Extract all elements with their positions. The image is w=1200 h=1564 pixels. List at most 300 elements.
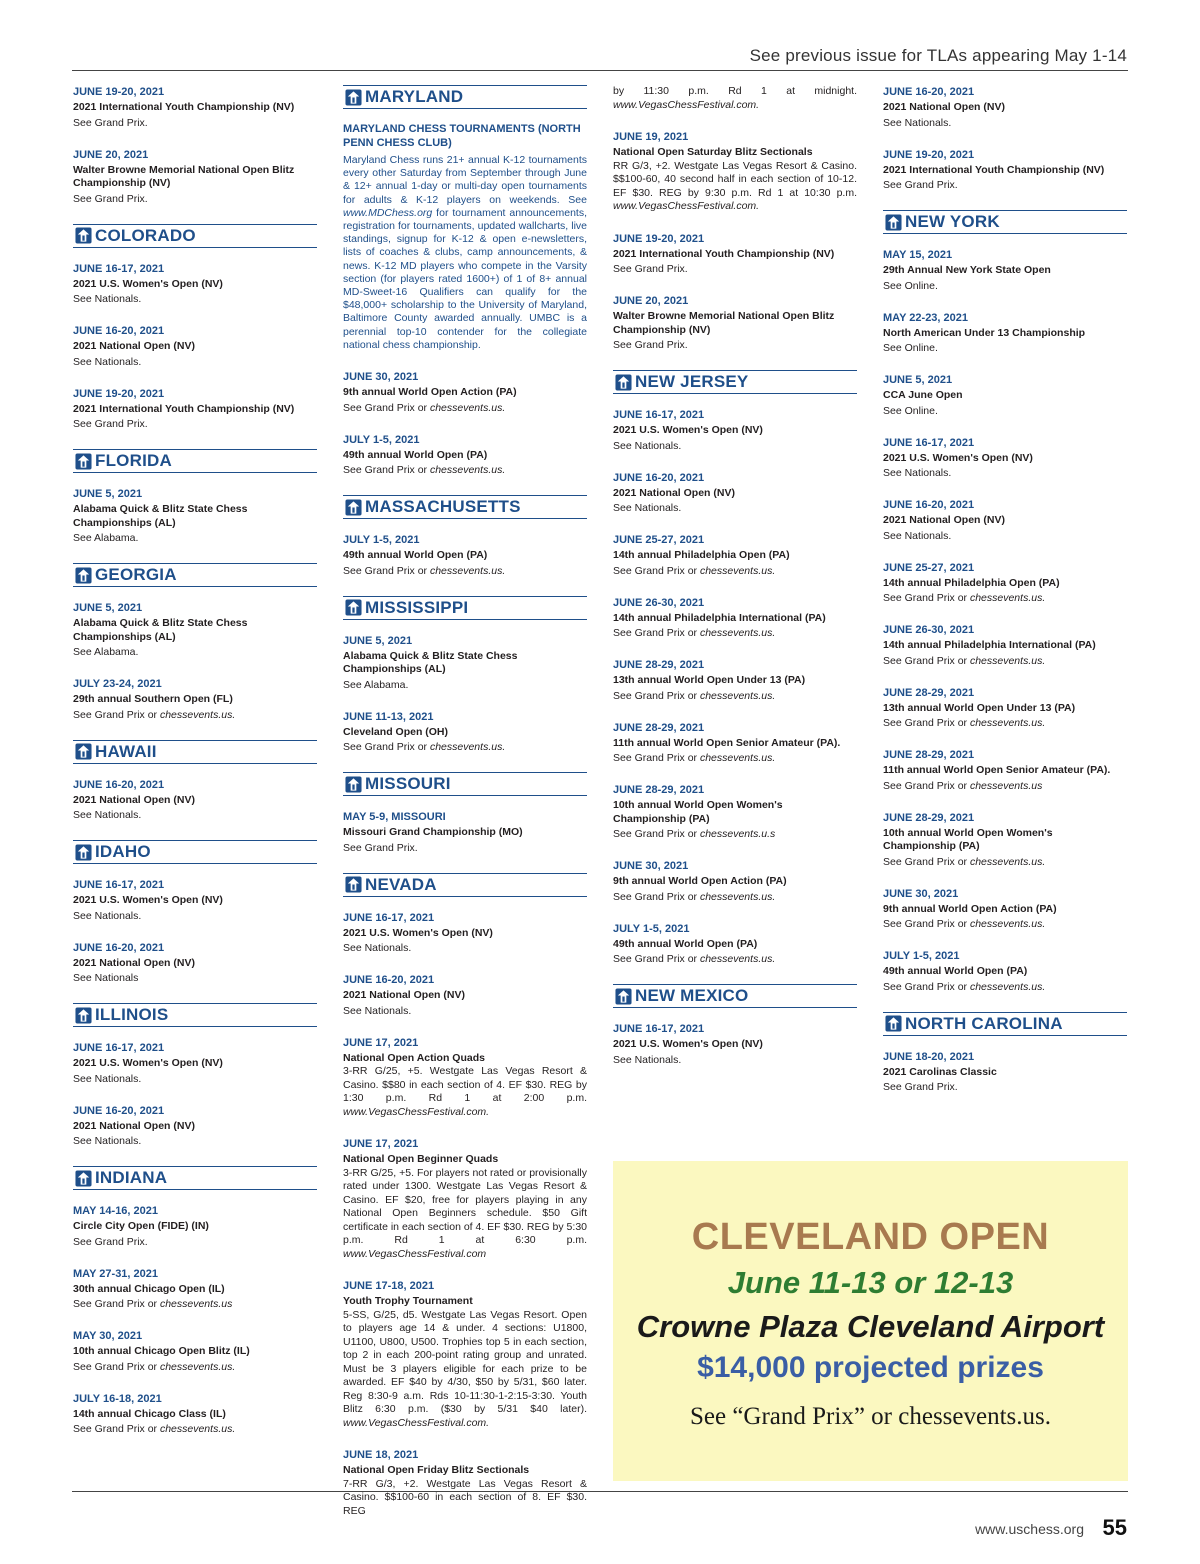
listing-date: MAY 5-9, MISSOURI xyxy=(343,811,446,824)
listing xyxy=(73,85,317,130)
listing-see: See Grand Prix or chessevents.us. xyxy=(343,741,506,754)
listing-title: 2021 International Youth Championship (NV) xyxy=(73,101,295,113)
listing xyxy=(883,436,1127,481)
listing-date: JUNE 30, 2021 xyxy=(343,371,419,384)
tla-state-icon xyxy=(75,453,92,470)
listing xyxy=(613,859,857,904)
listing-title: 14th annual Philadelphia International (PA) xyxy=(883,639,1096,651)
listing-title: 10th annual World Open Women's Championship (PA) xyxy=(613,799,783,825)
listing-date: JUNE 5, 2021 xyxy=(73,488,143,500)
website-link[interactable]: chessevents.us xyxy=(969,779,1043,792)
listing xyxy=(883,498,1127,543)
listing-see: See Grand Prix or chessevents.us. xyxy=(73,708,236,721)
state-heading-idaho xyxy=(73,840,317,864)
listing-title: 2021 National Open (NV) xyxy=(73,1119,195,1132)
listing-see: See Grand Prix or chessevents.us. xyxy=(883,980,1046,993)
listing-date: JUNE 17-18, 2021 xyxy=(343,1280,435,1293)
website-link[interactable]: www.MDChess.org xyxy=(343,206,433,219)
listing xyxy=(73,324,317,369)
listing-title: Walter Browne Memorial National Open Blitz Championship (NV) xyxy=(613,310,835,336)
listing-date: JUNE 5, 2021 xyxy=(343,634,413,647)
listing-see: See Nationals. xyxy=(343,942,412,955)
listing-title: Circle City Open (FIDE) (IN) xyxy=(73,1220,209,1232)
ad-title: CLEVELAND OPEN xyxy=(691,1216,1050,1258)
listing-title: 49th annual World Open (PA) xyxy=(613,937,758,950)
column-2 xyxy=(343,85,587,1536)
listing-title: Cleveland Open (OH) xyxy=(343,725,449,738)
listing-title: 14th annual Philadelphia Open (PA) xyxy=(613,549,790,561)
listing-see: See Grand Prix or chessevents.us. xyxy=(883,654,1046,667)
listing-title: 13th annual World Open Under 13 (PA) xyxy=(883,701,1076,714)
listing xyxy=(883,686,1127,731)
listing-date: JUNE 16-20, 2021 xyxy=(73,1104,165,1117)
listing-date: JUNE 5, 2021 xyxy=(73,602,143,614)
listing xyxy=(613,783,857,841)
website-link[interactable]: chessevents.us. xyxy=(699,890,776,903)
website-link[interactable]: chessevents.us. xyxy=(969,592,1046,604)
listing xyxy=(883,949,1127,994)
listing-see: See Grand Prix or chessevents.us. xyxy=(73,1360,236,1373)
listing-date: JUNE 20, 2021 xyxy=(73,148,149,161)
listing-date: JUNE 16-20, 2021 xyxy=(73,941,165,954)
listing-date: JUNE 28-29, 2021 xyxy=(613,721,705,734)
listing-see: See Nationals. xyxy=(73,909,142,922)
state-heading-maryland xyxy=(343,85,587,109)
listing-date: JUNE 19-20, 2021 xyxy=(73,86,165,98)
listing-date: JUNE 11-13, 2021 xyxy=(343,710,434,723)
listing-title: 2021 U.S. Women's Open (NV) xyxy=(613,1038,763,1050)
listing xyxy=(73,1392,317,1437)
listing xyxy=(883,248,1127,293)
column-4 xyxy=(883,85,1127,1140)
listing xyxy=(343,1448,587,1518)
state-name: INDIANA xyxy=(95,1168,168,1187)
listing xyxy=(883,748,1127,793)
listing-date: JUNE 5, 2021 xyxy=(883,374,953,386)
listing-see: See Online. xyxy=(883,404,938,417)
listing-date: JUNE 28-29, 2021 xyxy=(613,659,705,671)
listing-see: See Grand Prix or chessevents.us. xyxy=(613,564,776,577)
website-link[interactable]: chessevents.us. xyxy=(699,627,776,639)
listing-title: North American Under 13 Championship xyxy=(883,326,1086,339)
state-heading-florida xyxy=(73,449,317,473)
listing-title: 2021 National Open (NV) xyxy=(343,989,465,1002)
listing xyxy=(73,1041,317,1086)
listing-title: 2021 National Open (NV) xyxy=(883,101,1005,113)
website-link[interactable]: www.VegasChessFestival.com. xyxy=(613,98,760,111)
tla-state-icon xyxy=(75,567,92,584)
listing xyxy=(73,878,317,923)
listing-see: See Nationals. xyxy=(73,293,142,305)
listing xyxy=(613,130,857,214)
listing-title: Alabama Quick & Blitz State Chess Championships (AL) xyxy=(343,649,518,676)
listing-see: See Nationals. xyxy=(343,1004,412,1017)
state-heading-new-york xyxy=(883,210,1127,234)
website-link[interactable]: www.VegasChessFestival.com xyxy=(343,1247,487,1260)
listing-title: 49th annual World Open (PA) xyxy=(343,549,488,562)
listing xyxy=(613,408,857,453)
listing xyxy=(883,1050,1127,1095)
website-link[interactable]: chessevents.us. xyxy=(429,464,506,477)
listing xyxy=(73,778,317,823)
listing-title: 11th annual World Open Senior Amateur (PA). xyxy=(883,764,1111,776)
listing-see: See Nationals xyxy=(73,972,139,984)
listing-see: See Alabama. xyxy=(73,646,139,658)
listing-see: See Nationals. xyxy=(883,467,952,479)
listing xyxy=(343,1036,587,1120)
listing xyxy=(73,1204,317,1249)
listing-date: JUNE 26-30, 2021 xyxy=(883,624,975,636)
ad-reference: See “Grand Prix” or chessevents.us. xyxy=(689,1403,1051,1430)
listing-date: JUNE 20, 2021 xyxy=(613,295,689,307)
listing-details: 3-RR G/25, +5. Westgate Las Vegas Resort & Casino. $$80 in each section of 4. EF $30. REG by 1:30 p.m. Rd 1 at 2:00 p.m. www.VegasChessFestival.com. xyxy=(343,1065,587,1118)
website-link[interactable]: www.VegasChessFestival.com. xyxy=(343,1105,490,1118)
listing-date: JUNE 19, 2021 xyxy=(613,131,689,143)
listing-title: 49th annual World Open (PA) xyxy=(343,448,488,461)
listing-see: See Grand Prix. xyxy=(73,418,148,430)
footer-url[interactable]: www.uschess.org xyxy=(975,1521,1084,1537)
listing-date: JUNE 28-29, 2021 xyxy=(883,811,975,824)
listing-see: See Grand Prix. xyxy=(73,116,148,129)
listing-see: See Grand Prix or chessevents.u.s xyxy=(613,828,776,840)
listing-see: See Grand Prix. xyxy=(73,192,148,205)
listing-title: 2021 National Open (NV) xyxy=(613,486,735,499)
listing-title: 30th annual Chicago Open (IL) xyxy=(73,1282,225,1295)
listing xyxy=(613,721,857,766)
listing-see: See Grand Prix. xyxy=(613,263,688,275)
listing xyxy=(613,533,857,578)
tla-state-icon xyxy=(75,743,92,760)
listing-title: Alabama Quick & Blitz State Chess Championships (AL) xyxy=(73,503,248,529)
listing-date: JUNE 19-20, 2021 xyxy=(613,232,705,245)
listing-title: 2021 International Youth Championship (NV) xyxy=(613,247,835,260)
listing-date: JULY 1-5, 2021 xyxy=(883,950,960,962)
listing xyxy=(883,148,1127,193)
listing-see: See Grand Prix. xyxy=(613,339,688,351)
listing-date: MAY 27-31, 2021 xyxy=(73,1267,159,1280)
state-heading-massachusetts xyxy=(343,495,587,519)
listing-see: See Grand Prix. xyxy=(883,1081,958,1093)
listing xyxy=(613,471,857,516)
listing-date: JUNE 18-20, 2021 xyxy=(883,1050,975,1063)
listing-details: 7-RR G/3, +2. Westgate Las Vegas Resort & Casino. $$100-60 in each section of 8. EF $30. REG xyxy=(343,1477,587,1517)
listing xyxy=(883,85,1127,130)
website-link[interactable]: chessevents.us. xyxy=(429,564,506,577)
listing-see: See Grand Prix or chessevents.us. xyxy=(343,464,506,477)
listing-see: See Grand Prix or chessevents.us. xyxy=(883,592,1046,604)
column-1 xyxy=(73,85,317,1454)
listing xyxy=(343,370,587,415)
listing-title: 2021 U.S. Women's Open (NV) xyxy=(73,1057,223,1069)
tla-state-icon xyxy=(75,227,92,244)
listing-see: See Grand Prix or chessevents.us. xyxy=(73,1423,236,1435)
tla-state-icon xyxy=(75,1007,92,1024)
column-3 xyxy=(613,85,857,1140)
listing-see: See Grand Prix or chessevents.us. xyxy=(613,890,776,903)
listing-date: JULY 1-5, 2021 xyxy=(343,534,420,547)
listing xyxy=(883,561,1127,606)
ad-prizes: $14,000 projected prizes xyxy=(697,1351,1044,1384)
website-link[interactable]: chessevents.us. xyxy=(969,855,1046,868)
state-name: COLORADO xyxy=(95,225,196,245)
listing-date: JUNE 28-29, 2021 xyxy=(883,749,975,761)
state-name: IDAHO xyxy=(95,842,151,861)
listing-see: See Grand Prix or chessevents.us xyxy=(73,1298,233,1310)
listing xyxy=(343,634,587,692)
listing-date: JULY 1-5, 2021 xyxy=(343,433,420,446)
listing xyxy=(343,911,587,956)
listing-title: CCA June Open xyxy=(883,389,963,401)
website-link[interactable]: chessevents.us. xyxy=(699,689,776,702)
tla-state-icon xyxy=(345,599,362,616)
website-link[interactable]: chessevents.us. xyxy=(429,741,506,754)
listing-date: JULY 16-18, 2021 xyxy=(73,1392,162,1405)
listing xyxy=(73,1267,317,1312)
listing-title: Missouri Grand Championship (MO) xyxy=(343,826,523,839)
listing-date: JUNE 19-20, 2021 xyxy=(883,148,975,161)
tla-state-icon xyxy=(345,776,362,793)
listing-date: JUNE 16-17, 2021 xyxy=(613,1023,705,1035)
tla-state-icon xyxy=(75,1170,92,1187)
listing-title: National Open Friday Blitz Sectionals xyxy=(343,1464,530,1477)
website-link[interactable]: chessevents.us. xyxy=(699,953,776,965)
state-name: MASSACHUSETTS xyxy=(365,497,521,517)
listing-title: 2021 U.S. Women's Open (NV) xyxy=(73,277,223,290)
listing-details: 5-SS, G/25, d5. Westgate Las Vegas Resort. Open to players age 14 & under. 4 sections: U1800, U1100, U800, U500. Trophies top 5 in each section, top 2 in each 200-point rating group and unrated. Must be 3 players eligible for each prize to be awarded. EF $40 by 4/30, $50 by 5/31, $60 later. Reg 8:30-9 a.m. Rds 10-11:30-1-2:15-3:30. Youth Blitz 6:30 p.m. ($30 by 5/31 $40 later). www.VegasChessFestival.com. xyxy=(343,1308,587,1429)
listing-date: JUNE 25-27, 2021 xyxy=(613,534,705,546)
header-rule xyxy=(72,70,1128,71)
listing xyxy=(343,1137,587,1261)
tla-state-icon xyxy=(345,876,362,893)
listing-date: JUNE 16-20, 2021 xyxy=(73,778,165,791)
state-name: MARYLAND xyxy=(365,87,464,106)
state-name: NEW YORK xyxy=(905,212,1000,231)
listing-date: MAY 30, 2021 xyxy=(73,1330,143,1342)
listing-title: 10th annual World Open Women's Championship (PA) xyxy=(883,826,1053,852)
listing xyxy=(73,387,317,432)
listing-title: 2021 International Youth Championship (NV) xyxy=(883,163,1105,176)
state-heading-new-mexico xyxy=(613,984,857,1008)
website-link[interactable]: chessevents.us. xyxy=(159,1360,236,1373)
listing xyxy=(73,601,317,659)
state-name: GEORGIA xyxy=(95,565,177,584)
listing xyxy=(343,810,587,855)
website-link[interactable]: chessevents.us. xyxy=(699,564,776,577)
listing-see: See Nationals. xyxy=(883,529,952,542)
state-name: NORTH CAROLINA xyxy=(905,1013,1063,1033)
listing-see: See Nationals. xyxy=(613,502,682,514)
state-heading-north-carolina xyxy=(883,1012,1127,1036)
state-name: ILLINOIS xyxy=(95,1005,169,1024)
listing-date: JUNE 18, 2021 xyxy=(343,1449,419,1462)
listing-date: JUNE 17, 2021 xyxy=(343,1036,419,1049)
listing-see: See Nationals. xyxy=(613,439,682,452)
listing-title: 29th annual Southern Open (FL) xyxy=(73,693,233,705)
listing-see: See Grand Prix. xyxy=(73,1235,148,1248)
listing-date: JUNE 16-17, 2021 xyxy=(343,911,435,924)
state-heading-mississippi xyxy=(343,596,587,620)
listing-see: See Online. xyxy=(883,342,938,354)
listing-title: 2021 U.S. Women's Open (NV) xyxy=(883,451,1033,464)
footer-rule xyxy=(72,1491,1128,1492)
listing-date: MAY 14-16, 2021 xyxy=(73,1205,159,1217)
listing xyxy=(613,922,857,967)
website-link[interactable]: chessevents.us. xyxy=(429,401,506,414)
listing-see: See Alabama. xyxy=(343,678,409,691)
listing-title: 9th annual World Open Action (PA) xyxy=(343,386,517,399)
state-heading-indiana xyxy=(73,1166,317,1190)
state-heading-missouri xyxy=(343,772,587,796)
listing-title: 14th annual Philadelphia International (PA) xyxy=(613,611,826,624)
listing-date: JUNE 28-29, 2021 xyxy=(883,686,975,699)
listing-date: JUNE 26-30, 2021 xyxy=(613,596,705,609)
listing xyxy=(343,973,587,1018)
listing xyxy=(883,811,1127,869)
listing-see: See Grand Prix. xyxy=(883,179,958,191)
listing-title: 49th annual World Open (PA) xyxy=(883,965,1028,977)
listing-title: 2021 Carolinas Classic xyxy=(883,1065,997,1078)
tla-state-icon xyxy=(345,499,362,516)
listing-date: JUNE 16-20, 2021 xyxy=(73,325,165,337)
maryland-intro-text: Maryland Chess runs 21+ annual K-12 tournaments every other Saturday from September through June & 12+ annual 1-day or multi-day open tournaments for adults & K-12 players on weekends. See www.MDChess.org for tournament announcements, registration for tournaments, updated wallcharts, live standings, signup for K-12 & open e-newsletters, lists of coaches & clubs, camp announcements, & news. K-12 MD players who compete in the Varsity section (for players rated 1600+) of 1 of 8+ annual MD-Sweet-16 Qualifiers can qualify for the $48,000+ scholarship to the University of Maryland, Baltimore County awarded annually. UMBC is a perennial top-10 contender for the collegiate national chess championship. xyxy=(343,154,587,351)
header-note: See previous issue for TLAs appearing May 1-14 xyxy=(749,46,1127,65)
listing-see: See Grand Prix or chessevents.us. xyxy=(613,752,776,764)
listing-date: JUNE 16-17, 2021 xyxy=(73,1042,165,1054)
listing xyxy=(883,623,1127,668)
listing-title: National Open Beginner Quads xyxy=(343,1153,499,1166)
listing xyxy=(73,148,317,206)
website-link[interactable]: chessevents.us. xyxy=(969,980,1046,993)
listing-title: 2021 U.S. Women's Open (NV) xyxy=(343,926,493,939)
listing-see: See Grand Prix or chessevents.us. xyxy=(343,401,506,414)
listing-date: JUNE 16-20, 2021 xyxy=(883,86,975,98)
listing-date: JUNE 16-20, 2021 xyxy=(343,974,435,987)
listing-title: 2021 International Youth Championship (NV) xyxy=(73,402,295,415)
cleveland-open-ad[interactable] xyxy=(613,1161,1128,1481)
listing-see: See Nationals. xyxy=(73,355,142,368)
listing-title: 14th annual Chicago Class (IL) xyxy=(73,1407,226,1420)
state-name: MISSISSIPPI xyxy=(365,597,469,617)
website-link[interactable]: chessevents.us. xyxy=(159,1423,236,1435)
listing-title: 2021 National Open (NV) xyxy=(73,793,195,806)
tla-state-icon xyxy=(885,214,902,231)
listing-title: 2021 U.S. Women's Open (NV) xyxy=(73,894,223,906)
listing-title: 2021 National Open (NV) xyxy=(73,340,195,352)
listing xyxy=(73,941,317,986)
tla-state-icon xyxy=(615,988,632,1005)
listing xyxy=(883,311,1127,356)
listing-details: by 11:30 p.m. Rd 1 at midnight. www.VegasChessFestival.com. xyxy=(613,85,857,111)
ad-venue: Crowne Plaza Cleveland Airport xyxy=(636,1309,1105,1344)
listing-date: JUNE 16-17, 2021 xyxy=(613,409,705,421)
tla-state-icon xyxy=(345,89,362,106)
page-number: 55 xyxy=(1102,1515,1127,1540)
listing-details: RR G/3, +2. Westgate Las Vegas Resort & Casino. $$100-60, 40 second half in each section of 10-12. EF $30. REG by 9:30 p.m. Rd 1 at 10:30 p.m. www.VegasChessFestival.com. xyxy=(613,159,857,212)
listing-title: 11th annual World Open Senior Amateur (PA). xyxy=(613,736,841,749)
website-link[interactable]: www.VegasChessFestival.com. xyxy=(343,1416,490,1429)
website-link[interactable]: www.VegasChessFestival.com. xyxy=(613,200,760,212)
listing-details: 3-RR G/25, +5. For players not rated or provisionally rated under 1300. Westgate Las Vegas Resort & Casino. EF $20, free for players playing in any National Open Beginners schedule. $50 Gift certificate in each section of 4. EF $30. REG by 5:30 p.m. Rd 1 at 6:30 p.m. www.VegasChessFestival.com xyxy=(343,1166,587,1260)
state-name: HAWAII xyxy=(95,741,157,761)
listing xyxy=(613,232,857,277)
listing xyxy=(73,1104,317,1149)
website-link[interactable]: chessevents.us. xyxy=(969,918,1046,930)
maryland-intro-title: MARYLAND CHESS TOURNAMENTS (NORTH PENN CHESS CLUB) xyxy=(343,123,581,149)
listing-title: Youth Trophy Tournament xyxy=(343,1295,473,1308)
listing-continued xyxy=(613,85,857,112)
listing-date: JUNE 30, 2021 xyxy=(613,860,689,872)
listing-see: See Alabama. xyxy=(73,532,139,544)
ad-dates: June 11-13 or 12-13 xyxy=(727,1265,1014,1300)
listing xyxy=(73,677,317,722)
listing-title: 10th annual Chicago Open Blitz (IL) xyxy=(73,1345,250,1357)
listing-see: See Nationals. xyxy=(613,1053,682,1066)
state-name: MISSOURI xyxy=(365,774,451,794)
listing-see: See Grand Prix or chessevents.us. xyxy=(613,953,776,965)
listing-see: See Grand Prix or chessevents.us. xyxy=(883,717,1046,729)
listing-title: 14th annual Philadelphia Open (PA) xyxy=(883,576,1060,589)
listing xyxy=(613,658,857,703)
listing-date: JUNE 16-17, 2021 xyxy=(73,262,165,275)
listing xyxy=(343,433,587,478)
listing-title: Walter Browne Memorial National Open Blitz Championship (NV) xyxy=(73,163,295,189)
website-link[interactable]: chessevents.us. xyxy=(969,654,1046,667)
listing-title: 29th Annual New York State Open xyxy=(883,264,1051,276)
listing-see: See Grand Prix. xyxy=(343,841,418,854)
listing xyxy=(883,887,1127,932)
tla-state-icon xyxy=(75,844,92,861)
website-link[interactable]: chessevents.us. xyxy=(699,752,776,764)
listing-date: JUNE 25-27, 2021 xyxy=(883,561,975,574)
listing-title: 2021 U.S. Women's Open (NV) xyxy=(613,424,763,436)
tla-state-icon xyxy=(615,374,632,391)
state-name: FLORIDA xyxy=(95,451,172,470)
tla-state-icon xyxy=(885,1015,902,1032)
listing-date: JUNE 30, 2021 xyxy=(883,887,959,900)
state-heading-georgia xyxy=(73,563,317,587)
listing-date: JUNE 16-17, 2021 xyxy=(883,436,975,449)
listing-title: 9th annual World Open Action (PA) xyxy=(613,875,787,887)
website-link[interactable]: chessevents.us xyxy=(159,1298,233,1310)
listing xyxy=(73,487,317,545)
listing-see: See Grand Prix or chessevents.us xyxy=(883,779,1043,792)
listing xyxy=(613,596,857,641)
listing-title: National Open Saturday Blitz Sectionals xyxy=(613,146,813,158)
listing xyxy=(343,533,587,578)
state-name: NEW JERSEY xyxy=(635,372,749,391)
listing-date: JUNE 16-20, 2021 xyxy=(613,471,705,484)
listing xyxy=(343,1279,587,1430)
listing-see: See Grand Prix or chessevents.us. xyxy=(883,918,1046,930)
state-name: NEVADA xyxy=(365,874,437,894)
listing-see: See Nationals. xyxy=(73,1135,142,1147)
listing-see: See Grand Prix or chessevents.us. xyxy=(883,855,1046,868)
listing-see: See Grand Prix or chessevents.us. xyxy=(613,627,776,639)
listing xyxy=(613,294,857,352)
state-heading-illinois xyxy=(73,1003,317,1027)
state-heading-colorado xyxy=(73,224,317,248)
website-link[interactable]: chessevents.us. xyxy=(159,708,236,721)
website-link[interactable]: chessevents.u.s xyxy=(699,828,776,840)
listing xyxy=(73,1329,317,1374)
listing-date: MAY 15, 2021 xyxy=(883,249,953,261)
website-link[interactable]: chessevents.us. xyxy=(969,717,1046,729)
listing-date: JUNE 16-17, 2021 xyxy=(73,879,165,891)
listing-title: 9th annual World Open Action (PA) xyxy=(883,902,1057,915)
listing xyxy=(613,1022,857,1067)
listing xyxy=(883,373,1127,418)
listing-date: JUNE 17, 2021 xyxy=(343,1138,419,1151)
